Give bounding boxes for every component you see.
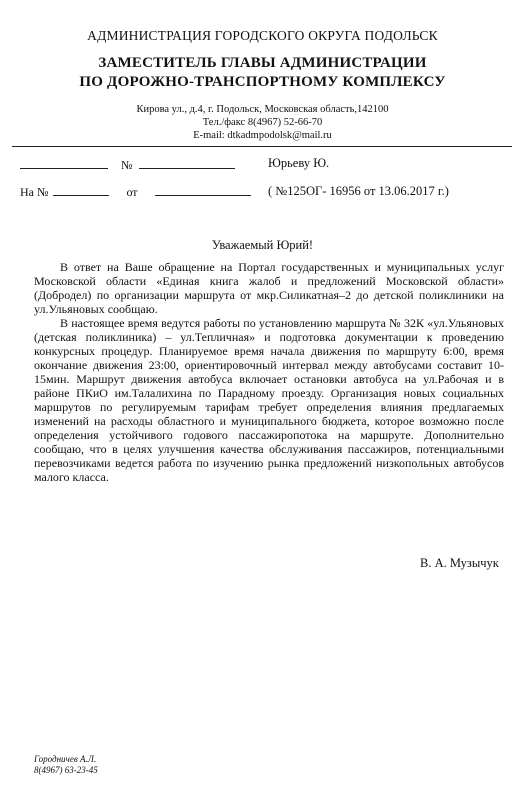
outgoing-date-blank — [139, 157, 235, 169]
body-paragraph-1: В ответ на Ваше обращение на Портал государственных и муниципальных услуг Московской области «Единая книга жалоб и предложений Московской области» (Добродел) по организации маршрута от мкр.Силикатная–2 до детской поликлиники на ул.Ульяновых сообщаю. — [34, 260, 504, 316]
organization-name: АДМИНИСТРАЦИЯ ГОРОДСКОГО ОКРУГА ПОДОЛЬСК — [87, 28, 438, 43]
contact-block — [0, 103, 525, 142]
letter-body — [34, 260, 504, 484]
letterhead-title — [0, 54, 525, 92]
addressee: Юрьеву Ю. — [268, 156, 330, 170]
request-reference: ( №125ОГ- 16956 от 13.06.2017 г.) — [268, 184, 449, 198]
executor-block — [34, 754, 98, 776]
incoming-ref-from-label: от — [126, 185, 138, 199]
signatory-name: В. А. Музычук — [420, 556, 499, 570]
executor-name: Городничев А.Л. — [34, 754, 97, 764]
header-divider — [12, 146, 512, 147]
incoming-ref-number-blank — [53, 184, 109, 196]
phone-line: Тел./факс 8(4967) 52-66-70 — [202, 117, 323, 128]
address-line: Кирова ул., д.4, г. Подольск, Московская область,142100 — [136, 104, 389, 115]
letterhead-title-line1: ЗАМЕСТИТЕЛЬ ГЛАВЫ АДМИНИСТРАЦИИ — [98, 55, 427, 71]
incoming-ref-label: На № — [20, 185, 49, 199]
incoming-ref-row — [20, 184, 251, 200]
executor-phone: 8(4967) 63-23-45 — [34, 765, 98, 775]
body-paragraph-2: В настоящее время ведутся работы по установлению маршрута № 32К «ул.Ульяновых (детская поликлиника) – ул.Тепличная» и подготовка документации к проведению конкурсных процедур. Планируемое время начала движения по маршруту 6:00, время окончание движения 23:00, ориентировочный интервал между автобусами составит 10-15мин. Маршрут движения автобуса включает остановки автобуса на ул.Рабочая и в районе ПКиО им.Талалихина по Парадному проезду. Организация новых социальных маршрутов по регулируемым тарифам требует определения влияния предлагаемых изменений на расходы областного и муниципального бюджета, которое возможно после определения устойчивого годового пассажиропотока на маршруте. Дополнительно сообщаю, что в целях улучшения качества обслуживания пассажиров, потенциальными перевозчиками ведется работа по изучению рынка предложений низкопольных автобусов малого класса. — [34, 316, 504, 484]
outgoing-number-blank — [20, 157, 108, 169]
greeting: Уважаемый Юрий! — [211, 238, 314, 252]
letterhead-title-line2: ПО ДОРОЖНО-ТРАНСПОРТНОМУ КОМПЛЕКСУ — [79, 74, 446, 90]
outgoing-number-row — [20, 157, 235, 173]
outgoing-number-label: № — [121, 158, 133, 172]
incoming-ref-date-blank — [155, 184, 251, 196]
email-line: E-mail: dtkadmpodolsk@mail.ru — [193, 130, 332, 141]
